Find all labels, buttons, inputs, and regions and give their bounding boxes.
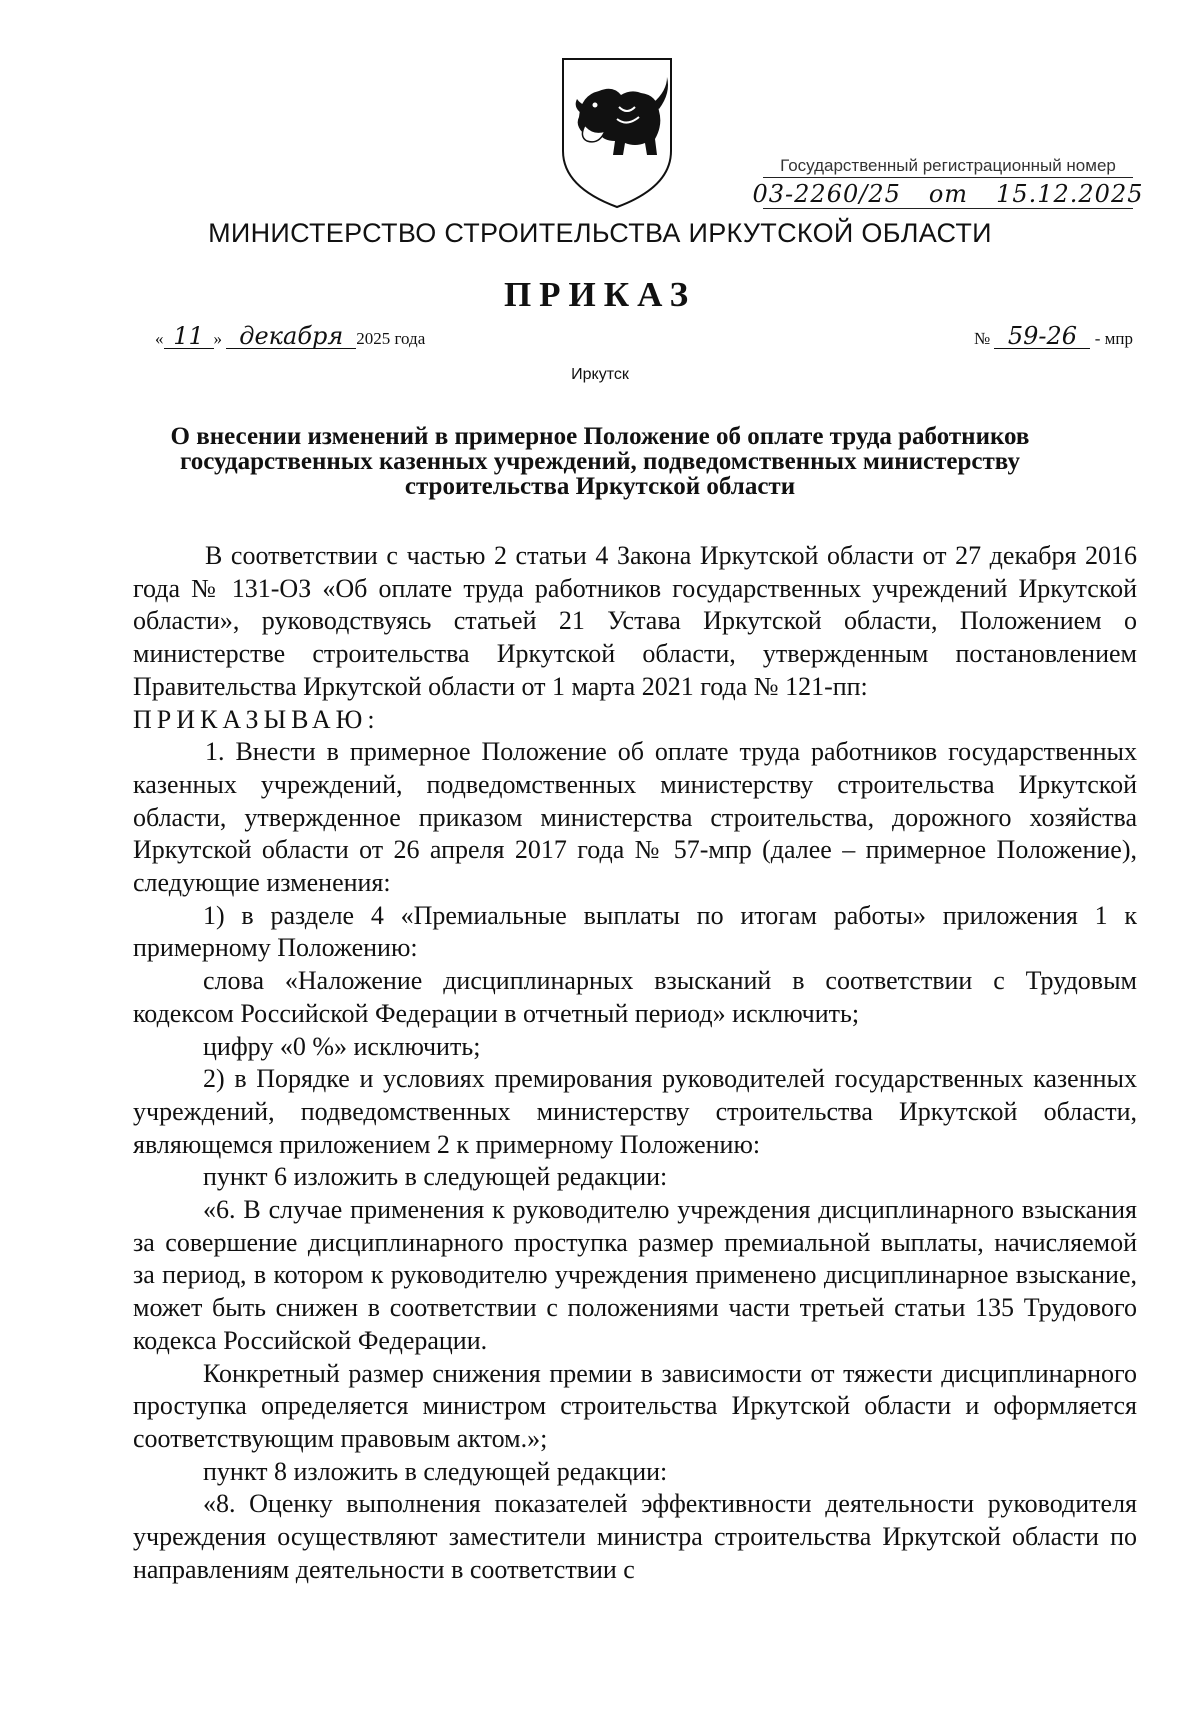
order-date: « 11 » декабря 2025 года (155, 322, 426, 350)
document-body (133, 540, 1137, 1587)
registration-label: Государственный регистрационный номер (763, 156, 1133, 178)
paragraph-point-8-text: «8. Оценку выполнения показателей эффективности деятельности руководителя учреждения осуществляют заместители министра строительства Иркутской области по направлениям деятельности в соответствии с (133, 1489, 1137, 1584)
order-number-value: 59-26 (994, 324, 1090, 349)
paragraph-digit-excluded: цифру «0 %» исключить; (203, 1031, 481, 1061)
ministry-name: МИНИСТЕРСТВО СТРОИТЕЛЬСТВА ИРКУТСКОЙ ОБЛАСТИ (208, 218, 992, 248)
registration-block (752, 156, 1144, 209)
paragraph-order-word: ПРИКАЗЫВАЮ: (133, 704, 380, 734)
paragraph-reduction: Конкретный размер снижения премии в зависимости от тяжести дисциплинарного проступка определяется министром строительства Иркутской области и оформляется соответствующим правовым актом.»; (133, 1358, 1137, 1453)
registration-from: от (928, 180, 969, 208)
paragraph-point-8-intro: пункт 8 изложить в следующей редакции: (203, 1456, 668, 1486)
document-type: ПРИКАЗ (503, 275, 697, 314)
paragraph-item-1: 1. Внести в примерное Положение об оплате труда работников государственных казенных учреждений, подведомственных министерству строительства Иркутской области, утвержденное приказом министерства строительства, дорожного хозяйства Иркутской области от 26 апреля 2017 года № 57-мпр (далее – примерное Положение), следующие изменения: (133, 737, 1137, 898)
registration-value (752, 178, 1144, 209)
order-number-prefix: № (973, 329, 991, 348)
registration-number: 03-2260/25 (752, 180, 901, 208)
order-month: декабря (226, 324, 356, 349)
paragraph-subitem-1: 1) в разделе 4 «Премиальные выплаты по итогам работы» приложения 1 к примерному Положению: (133, 900, 1137, 963)
order-number (974, 324, 1133, 349)
document-title: О внесении изменений в примерное Положение об оплате труда работников государственных казенных учреждений, подведомственных министерству строительства Иркутской области (170, 423, 1030, 500)
paragraph-point-6-intro: пункт 6 изложить в следующей редакции: (203, 1162, 668, 1192)
paragraph-preamble: В соответствии с частью 2 статьи 4 Закона Иркутской области от 27 декабря 2016 года № 131-ОЗ «Об оплате труда работников государственных учреждений Иркутской области», руководствуясь статьей 21 Устава Иркутской области, Положением о министерстве строительства Иркутской области, утвержденным постановлением Правительства Иркутской области от 1 марта 2021 года № 121-пп: (133, 541, 1137, 701)
paragraph-subitem-2: 2) в Порядке и условиях премирования руководителей государственных казенных учреждений, подведомственных министерству строительства Иркутской области, являющемся приложением 2 к примерному Положению: (133, 1064, 1137, 1159)
order-number-suffix: - мпр (1094, 329, 1133, 348)
registration-date: 15.12.2025 (996, 180, 1144, 208)
paragraph-point-6-text: «6. В случае применения к руководителю учреждения дисциплинарного взыскания за совершение дисциплинарного проступка размер премиальной выплаты, начисляемой за период, в котором к руководителю учреждения применено дисциплинарное взыскание, может быть снижен в соответствии с положениями части третьей статьи 135 Трудового кодекса Российской Федерации. (133, 1195, 1137, 1355)
coat-of-arms-icon (559, 55, 675, 211)
paragraph-words-excluded: слова «Наложение дисциплинарных взысканий в соответствии с Трудовым кодексом Российской Федерации в отчетный период» исключить; (133, 966, 1137, 1028)
city: Иркутск (571, 366, 629, 383)
order-day: 11 (164, 324, 214, 349)
order-year: 2025 года (356, 329, 426, 348)
